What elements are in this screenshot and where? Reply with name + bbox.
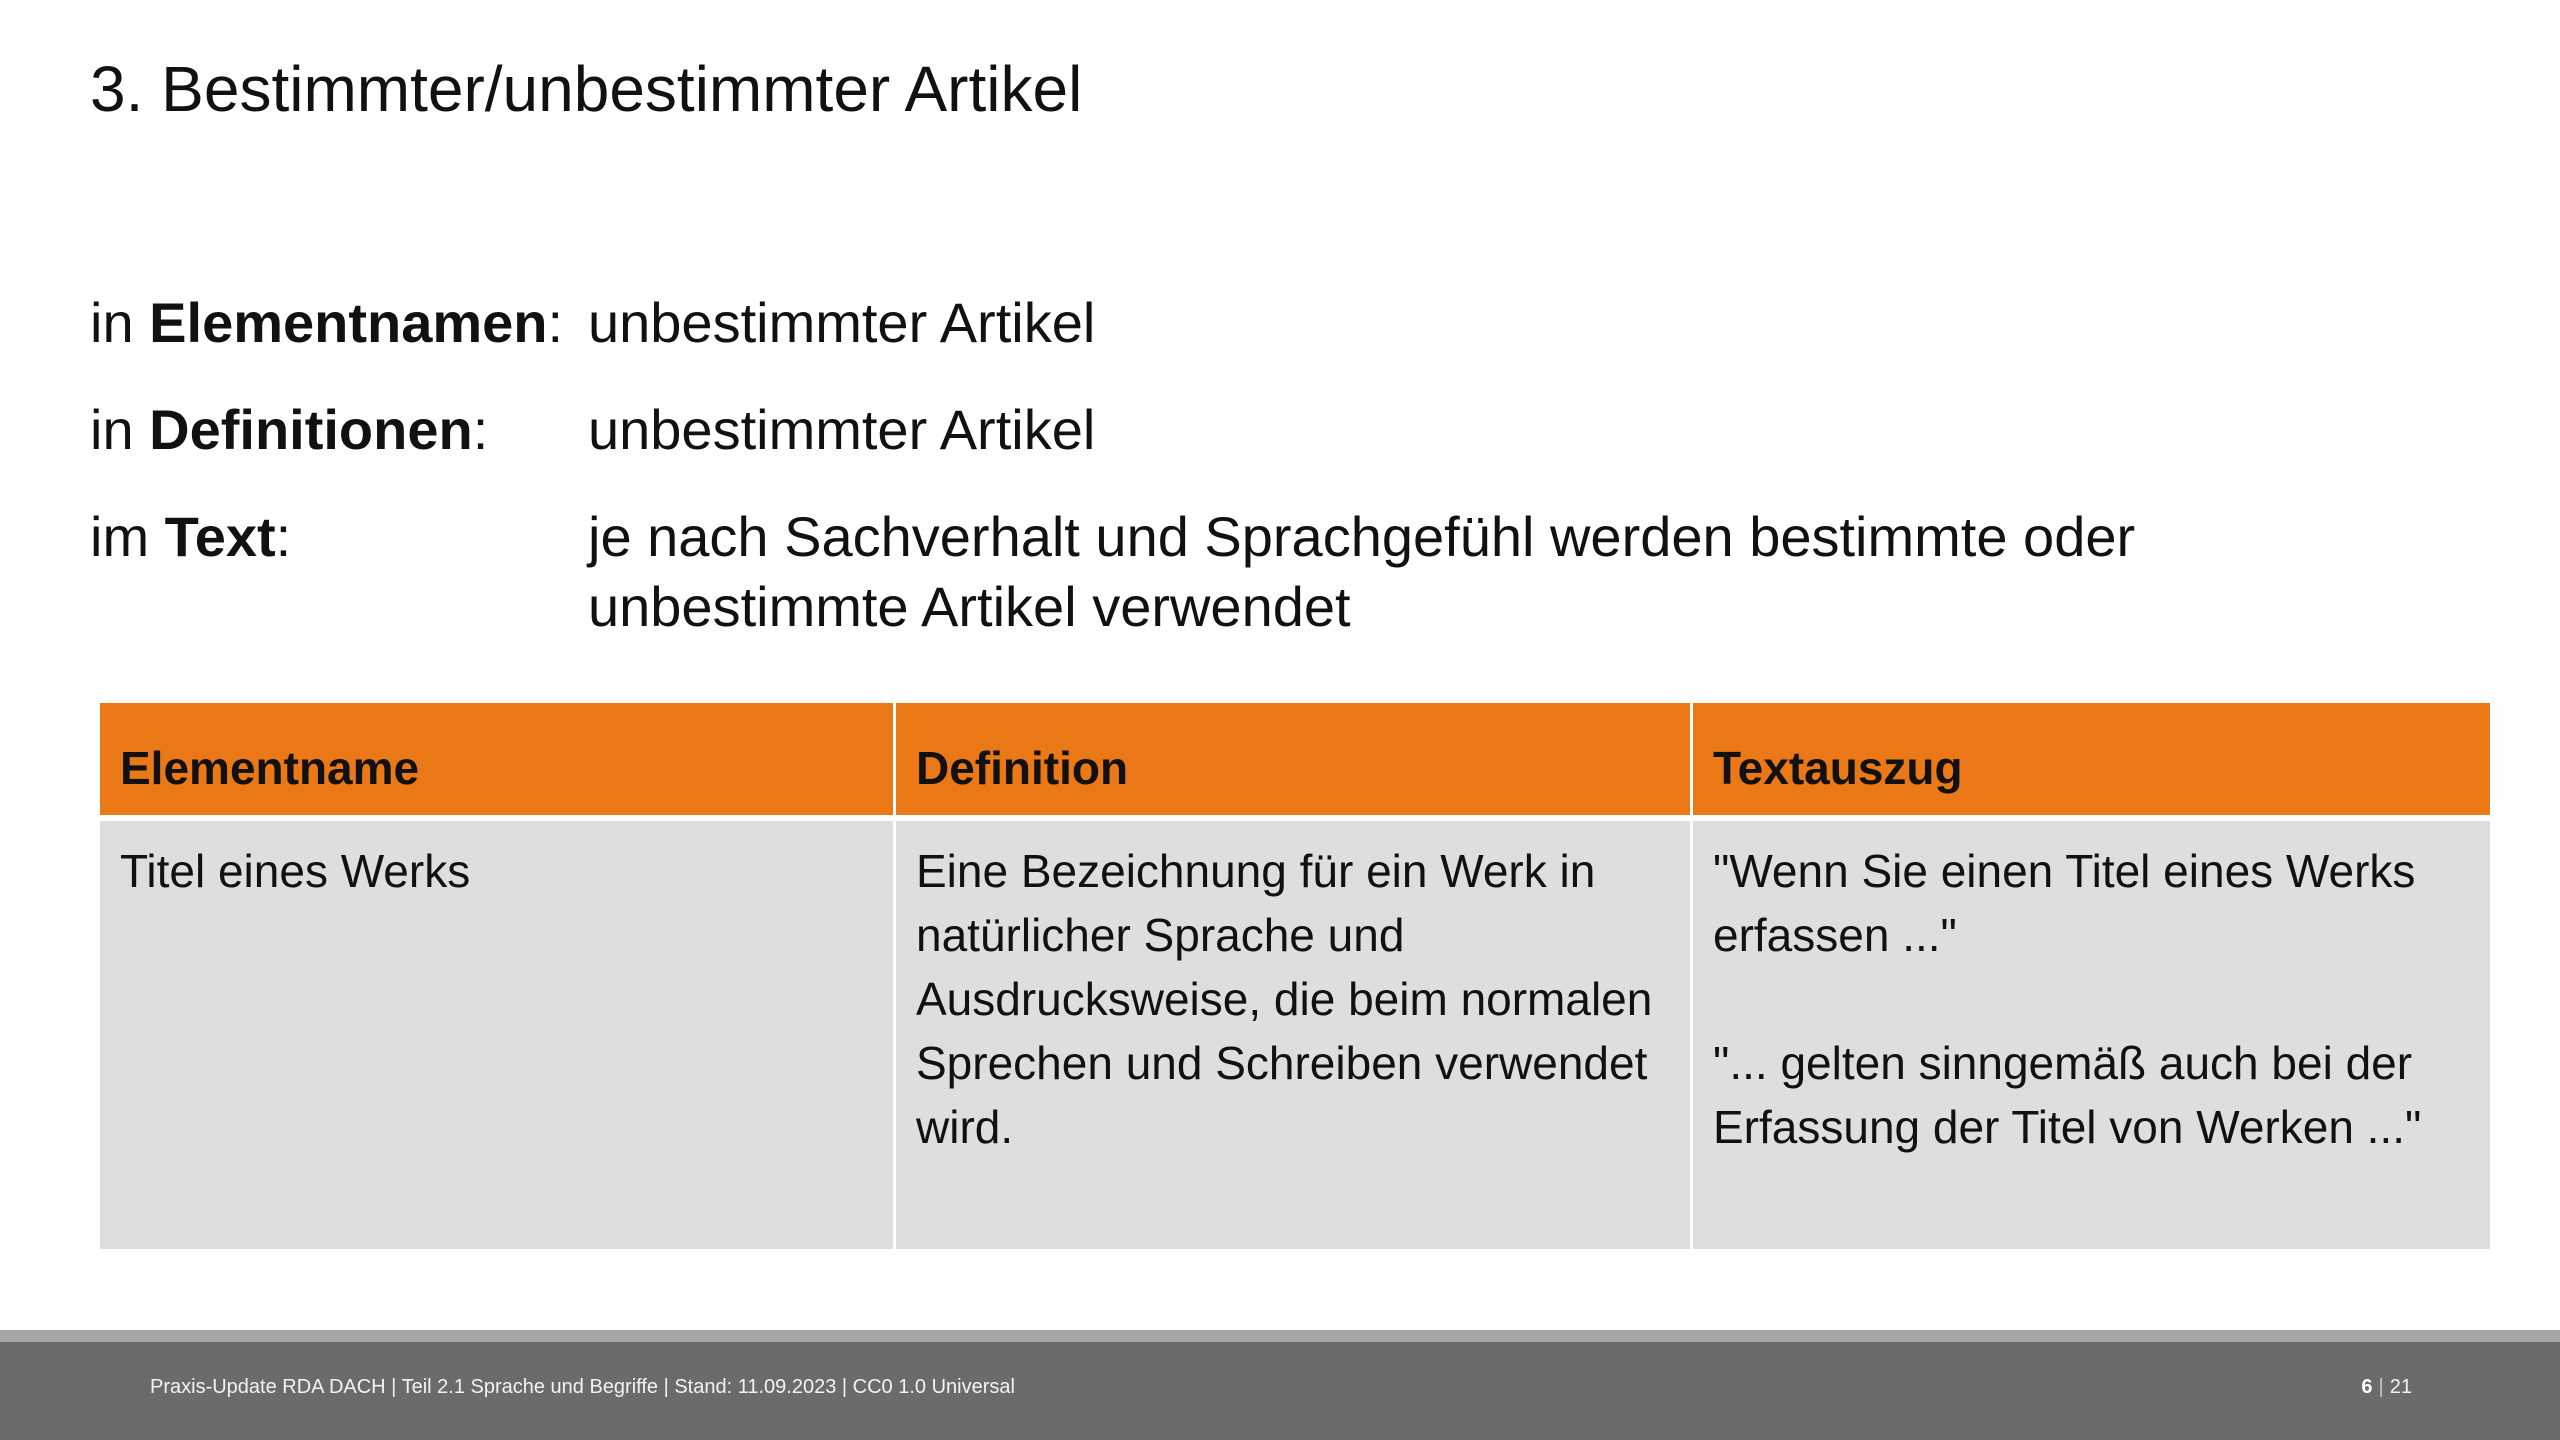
rule-prefix: in	[90, 291, 150, 354]
rule-term: Elementnamen	[149, 291, 548, 354]
cell-text: Titel eines Werks	[120, 845, 471, 897]
table-header-textauszug: Textauszug	[1693, 703, 2490, 821]
rule-suffix: :	[275, 505, 292, 568]
footer-bar	[0, 1342, 2560, 1440]
rule-value: unbestimmter Artikel	[588, 398, 1096, 461]
cell-text-quote-1: "Wenn Sie einen Titel eines Werks erfassen ..."	[1713, 845, 2416, 961]
example-table	[100, 703, 2490, 1249]
rule-prefix: im	[90, 505, 165, 568]
page-separator: |	[2378, 1376, 2384, 1398]
rule-label	[90, 502, 291, 572]
rule-suffix: :	[472, 398, 489, 461]
rule-suffix: :	[547, 291, 564, 354]
footer-stripe	[0, 1330, 2560, 1342]
table-cell-textauszug	[1693, 821, 2490, 1249]
page-number	[2361, 1376, 2412, 1399]
slide-title: 3. Bestimmter/unbestimmter Artikel	[90, 53, 1083, 125]
rule-value: je nach Sachverhalt und Sprachgefühl werden bestimmte oder unbestimmte Artikel verwendet	[588, 505, 2136, 638]
footer-text: Praxis-Update RDA DACH | Teil 2.1 Sprache und Begriffe | Stand: 11.09.2023 | CC0 1.0 Universal	[150, 1376, 1015, 1398]
rule-label	[90, 395, 488, 465]
cell-text-quote-2: "... gelten sinngemäß auch bei der Erfassung der Titel von Werken ..."	[1713, 1037, 2422, 1153]
table-header-elementname: Elementname	[100, 703, 896, 821]
rule-term: Definitionen	[149, 398, 473, 461]
page-total: 21	[2389, 1376, 2412, 1398]
rule-label	[90, 288, 563, 358]
page-current: 6	[2361, 1376, 2373, 1398]
rule-value: unbestimmter Artikel	[588, 291, 1096, 354]
table-header-definition: Definition	[896, 703, 1693, 821]
table-cell-elementname	[100, 821, 896, 1249]
table-cell-definition	[896, 821, 1693, 1249]
rule-term: Text	[164, 505, 276, 568]
cell-text: Eine Bezeichnung für ein Werk in natürlicher Sprache und Ausdrucksweise, die beim normalen Sprechen und Schreiben verwendet wird.	[916, 845, 1653, 1153]
rule-prefix: in	[90, 398, 150, 461]
